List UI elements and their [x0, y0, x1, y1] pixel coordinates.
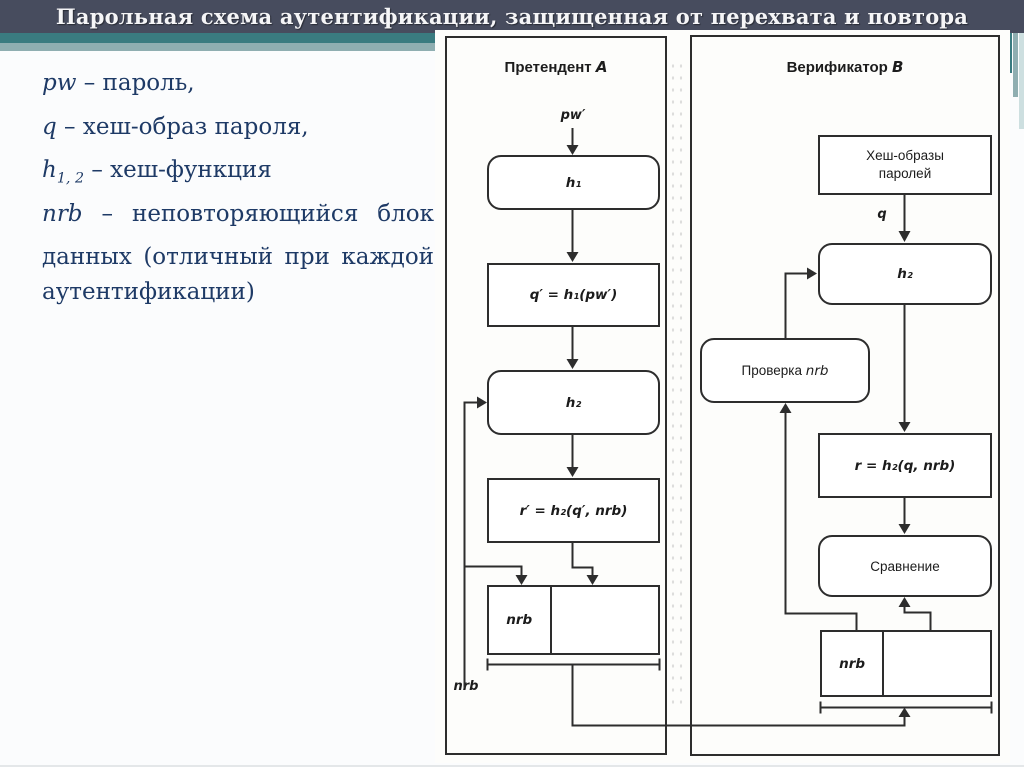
claimant-header-name: Претендент [504, 59, 592, 76]
message-box-claimant [487, 585, 660, 655]
message-cell-nrb [822, 632, 884, 695]
q-label: q [877, 207, 887, 222]
hash1-box-claimant: h₁ [487, 155, 660, 210]
legend-block [42, 66, 434, 310]
message-cells [489, 587, 658, 653]
check-nrb-box [700, 338, 870, 403]
legend-item-pw [42, 66, 434, 110]
corner-stripe [1019, 33, 1024, 129]
verifier-header-name: Верификатор [786, 59, 888, 76]
message-cell-response [884, 632, 990, 695]
compare-box: Сравнение [818, 535, 992, 597]
scan-noise-strip [669, 60, 686, 705]
claimant-header [445, 58, 667, 76]
legend-item-q [42, 110, 434, 154]
password-input-label: pw′ [560, 108, 586, 123]
slide-title: Парольная схема аутентификации, защищенная от перехвата и повтора [55, 4, 969, 29]
hash2-box-verifier: h₂ [818, 243, 992, 305]
legend-var: q [42, 113, 57, 140]
legend-item-h [42, 153, 434, 197]
hash-result-box-claimant: q′ = h₁(pw′) [487, 263, 660, 327]
accent-band [0, 33, 437, 51]
accent-band-light [0, 43, 437, 51]
nrb-source-label: nrb [453, 679, 479, 694]
response-box-verifier: r = h₂(q, nrb) [818, 433, 992, 498]
message-box-verifier [820, 630, 992, 697]
legend-text: – пароль, [76, 70, 195, 96]
nrb-cell-label: nrb [839, 655, 866, 672]
title-bar [0, 0, 1024, 33]
claimant-header-var: A [595, 58, 608, 76]
hash2-box-claimant: h₂ [487, 370, 660, 435]
legend-text: – хеш-образ пароля, [56, 113, 309, 140]
verifier-header-var: B [891, 58, 904, 76]
message-cell-response [552, 587, 658, 653]
verifier-header [690, 58, 1000, 76]
message-cell-nrb [489, 587, 552, 653]
check-box-var: nrb [805, 362, 829, 379]
nrb-cell-label: nrb [506, 612, 533, 628]
message-cells [822, 632, 990, 695]
legend-item-nrb [42, 197, 434, 311]
password-hashes-box: Хеш-образы паролей [818, 135, 992, 195]
response-box-claimant: r′ = h₂(q′, nrb) [487, 478, 660, 543]
legend-var-subscript: 1, 2 [56, 170, 85, 187]
legend-text: – неповторяющийся блок данных (отличный при каждой аутентификации) [42, 200, 434, 306]
check-box-text: Проверка [741, 363, 802, 378]
legend-var: nrb [42, 200, 83, 227]
legend-text: – хеш-функция [84, 157, 272, 184]
accent-band-dark [0, 33, 437, 43]
legend-var: h [42, 157, 57, 184]
corner-stripe [1013, 33, 1018, 97]
legend-var: pw [42, 70, 77, 96]
